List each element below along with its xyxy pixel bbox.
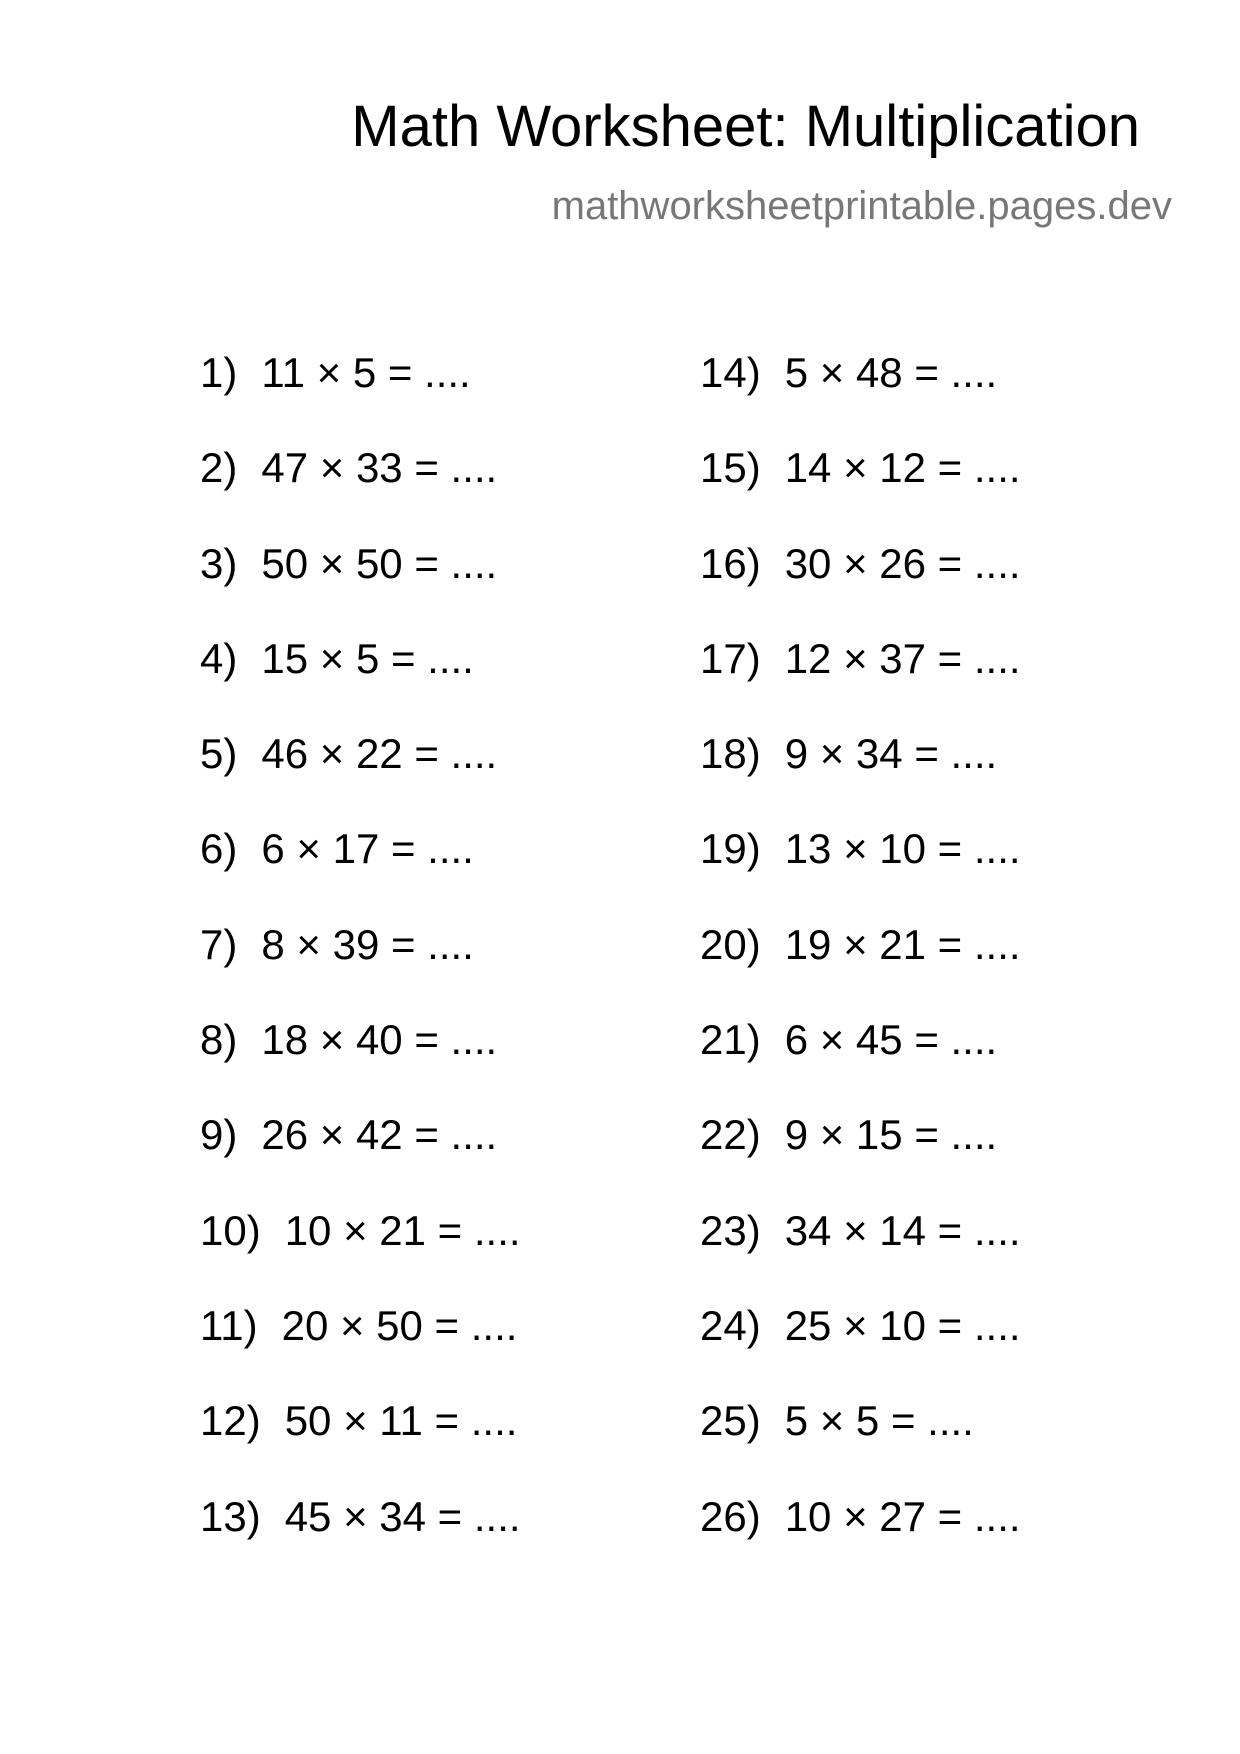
- problem-column-left: [200, 349, 521, 1591]
- problem-expression: 9 × 34 = ....: [784, 730, 998, 778]
- problem-item: [700, 1397, 1021, 1495]
- problem-item: [200, 444, 521, 542]
- problem-expression: 46 × 22 = ....: [261, 730, 498, 778]
- problem-expression: 47 × 33 = ....: [261, 444, 498, 492]
- problem-expression: 13 × 10 = ....: [784, 825, 1021, 873]
- problem-expression: 15 × 5 = ....: [261, 634, 474, 682]
- problem-number: 17): [700, 634, 761, 682]
- problem-number: 2): [200, 444, 238, 492]
- problem-number: 5): [200, 730, 238, 778]
- problem-expression: 6 × 45 = ....: [784, 1016, 998, 1064]
- problem-item: [700, 349, 1021, 447]
- problem-expression: 45 × 34 = ....: [284, 1492, 521, 1540]
- website-url: mathworksheetprintable.pages.dev: [551, 184, 1172, 228]
- problem-number: 16): [700, 539, 761, 587]
- problem-item: [200, 1492, 521, 1591]
- problem-item: [700, 920, 1021, 1019]
- problem-item: [200, 1016, 521, 1114]
- problem-item: [200, 1397, 521, 1495]
- problem-expression: 12 × 37 = ....: [784, 634, 1021, 682]
- problem-item: [200, 634, 521, 733]
- problem-item: [200, 1301, 521, 1400]
- problem-number: 3): [200, 539, 238, 587]
- problem-item: [200, 1111, 521, 1209]
- problem-expression: 25 × 10 = ....: [784, 1301, 1021, 1349]
- problem-item: [700, 730, 1021, 828]
- problem-number: 13): [200, 1492, 261, 1540]
- problem-expression: 5 × 5 = ....: [784, 1397, 974, 1445]
- problem-number: 23): [700, 1206, 761, 1254]
- problem-item: [200, 349, 521, 447]
- problem-number: 7): [200, 920, 238, 968]
- problem-number: 20): [700, 920, 761, 968]
- problem-column-right: [700, 349, 1021, 1591]
- problem-expression: 11 × 5 = ....: [261, 349, 471, 396]
- problem-number: 14): [700, 349, 761, 396]
- problem-expression: 9 × 15 = ....: [784, 1111, 998, 1159]
- problem-item: [200, 539, 521, 638]
- problem-item: [200, 825, 521, 923]
- problem-expression: 19 × 21 = ....: [784, 920, 1021, 968]
- problem-expression: 30 × 26 = ....: [784, 539, 1021, 587]
- problem-expression: 34 × 14 = ....: [784, 1206, 1021, 1254]
- problem-item: [700, 1301, 1021, 1400]
- problem-item: [700, 1206, 1021, 1305]
- problem-number: 24): [700, 1301, 761, 1349]
- problem-number: 19): [700, 825, 761, 873]
- problem-number: 21): [700, 1016, 761, 1064]
- problem-item: [700, 539, 1021, 638]
- problem-number: 18): [700, 730, 761, 778]
- problem-item: [700, 825, 1021, 923]
- problem-number: 8): [200, 1016, 238, 1064]
- problem-expression: 18 × 40 = ....: [261, 1016, 498, 1064]
- worksheet-title: Math Worksheet: Multiplication: [351, 94, 1140, 159]
- problem-number: 9): [200, 1111, 238, 1159]
- problem-number: 26): [700, 1492, 761, 1540]
- problem-expression: 6 × 17 = ....: [261, 825, 474, 873]
- problem-number: 6): [200, 825, 238, 873]
- problem-expression: 8 × 39 = ....: [261, 920, 474, 968]
- problem-item: [200, 730, 521, 828]
- problem-item: [200, 1206, 521, 1305]
- problem-item: [700, 444, 1021, 542]
- problem-item: [700, 634, 1021, 733]
- problem-expression: 26 × 42 = ....: [261, 1111, 498, 1159]
- problem-number: 1): [200, 349, 238, 396]
- problem-expression: 14 × 12 = ....: [784, 444, 1021, 492]
- problem-item: [700, 1016, 1021, 1114]
- problem-item: [700, 1492, 1021, 1591]
- problem-number: 15): [700, 444, 761, 492]
- problem-expression: 10 × 21 = ....: [284, 1206, 521, 1254]
- problem-number: 25): [700, 1397, 761, 1445]
- problem-expression: 50 × 11 = ....: [284, 1397, 518, 1445]
- problem-number: 10): [200, 1206, 261, 1254]
- problem-number: 12): [200, 1397, 261, 1445]
- problem-number: 4): [200, 634, 238, 682]
- problem-expression: 5 × 48 = ....: [784, 349, 998, 396]
- problem-expression: 50 × 50 = ....: [261, 539, 498, 587]
- problem-number: 11): [200, 1301, 258, 1349]
- problem-expression: 20 × 50 = ....: [281, 1301, 518, 1349]
- problem-item: [200, 920, 521, 1019]
- problem-expression: 10 × 27 = ....: [784, 1492, 1021, 1540]
- problem-item: [700, 1111, 1021, 1209]
- problem-number: 22): [700, 1111, 761, 1159]
